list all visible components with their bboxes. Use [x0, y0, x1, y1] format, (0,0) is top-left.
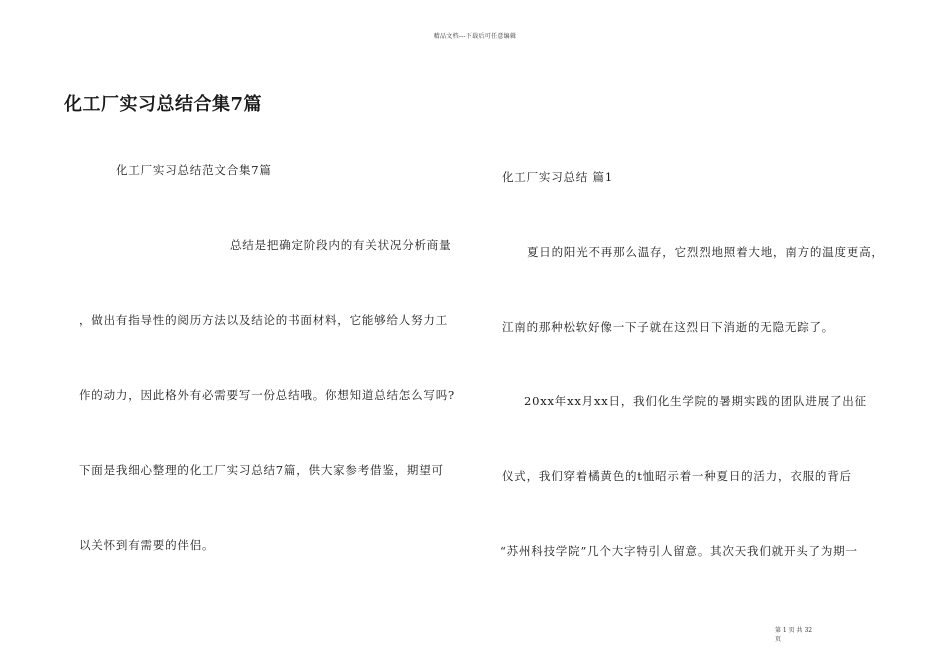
left-paragraph-line: 总结是把确定阶段内的有关状况分析商量 [230, 238, 452, 252]
right-paragraph-line: 20xx年xx月xx日，我们化生学院的暑期实践的团队进展了出征 [524, 394, 867, 408]
left-paragraph-line: 作的动力，因此格外有必需要写一份总结哦。你想知道总结怎么写吗? [79, 388, 455, 402]
document-title: 化工厂实习总结合集7篇 [64, 94, 263, 115]
header-note: 精品文档---下载后可任意编辑 [433, 33, 517, 40]
right-paragraph-line: 仪式，我们穿着橘黄色的t恤昭示着一种夏日的活力，衣服的背后 [502, 469, 852, 483]
left-paragraph-line: ，做出有指导性的阅历方法以及结论的书面材料，它能够给人努力工 [79, 313, 448, 327]
left-paragraph-line: 以关怀到有需要的伴侣。 [79, 538, 215, 552]
section-heading: 化工厂实习总结 篇1 [502, 170, 613, 184]
left-paragraph-line: 化工厂实习总结范文合集7篇 [116, 163, 272, 177]
page-number-suffix: 页 [775, 636, 782, 643]
page-number: 第 1 页 共 32 [775, 627, 813, 634]
left-paragraph-line: 下面是我细心整理的化工厂实习总结7篇，供大家参考借鉴，期望可 [79, 463, 444, 477]
right-paragraph-line: 夏日的阳光不再那么温存，它烈烈地照着大地，南方的温度更高， [527, 245, 884, 259]
right-paragraph-line: “苏州科技学院”几个大字特引人留意。其次天我们就开头了为期一 [500, 544, 858, 558]
right-paragraph-line: 江南的那种松软好像一下子就在这烈日下消逝的无隐无踪了。 [502, 320, 835, 334]
